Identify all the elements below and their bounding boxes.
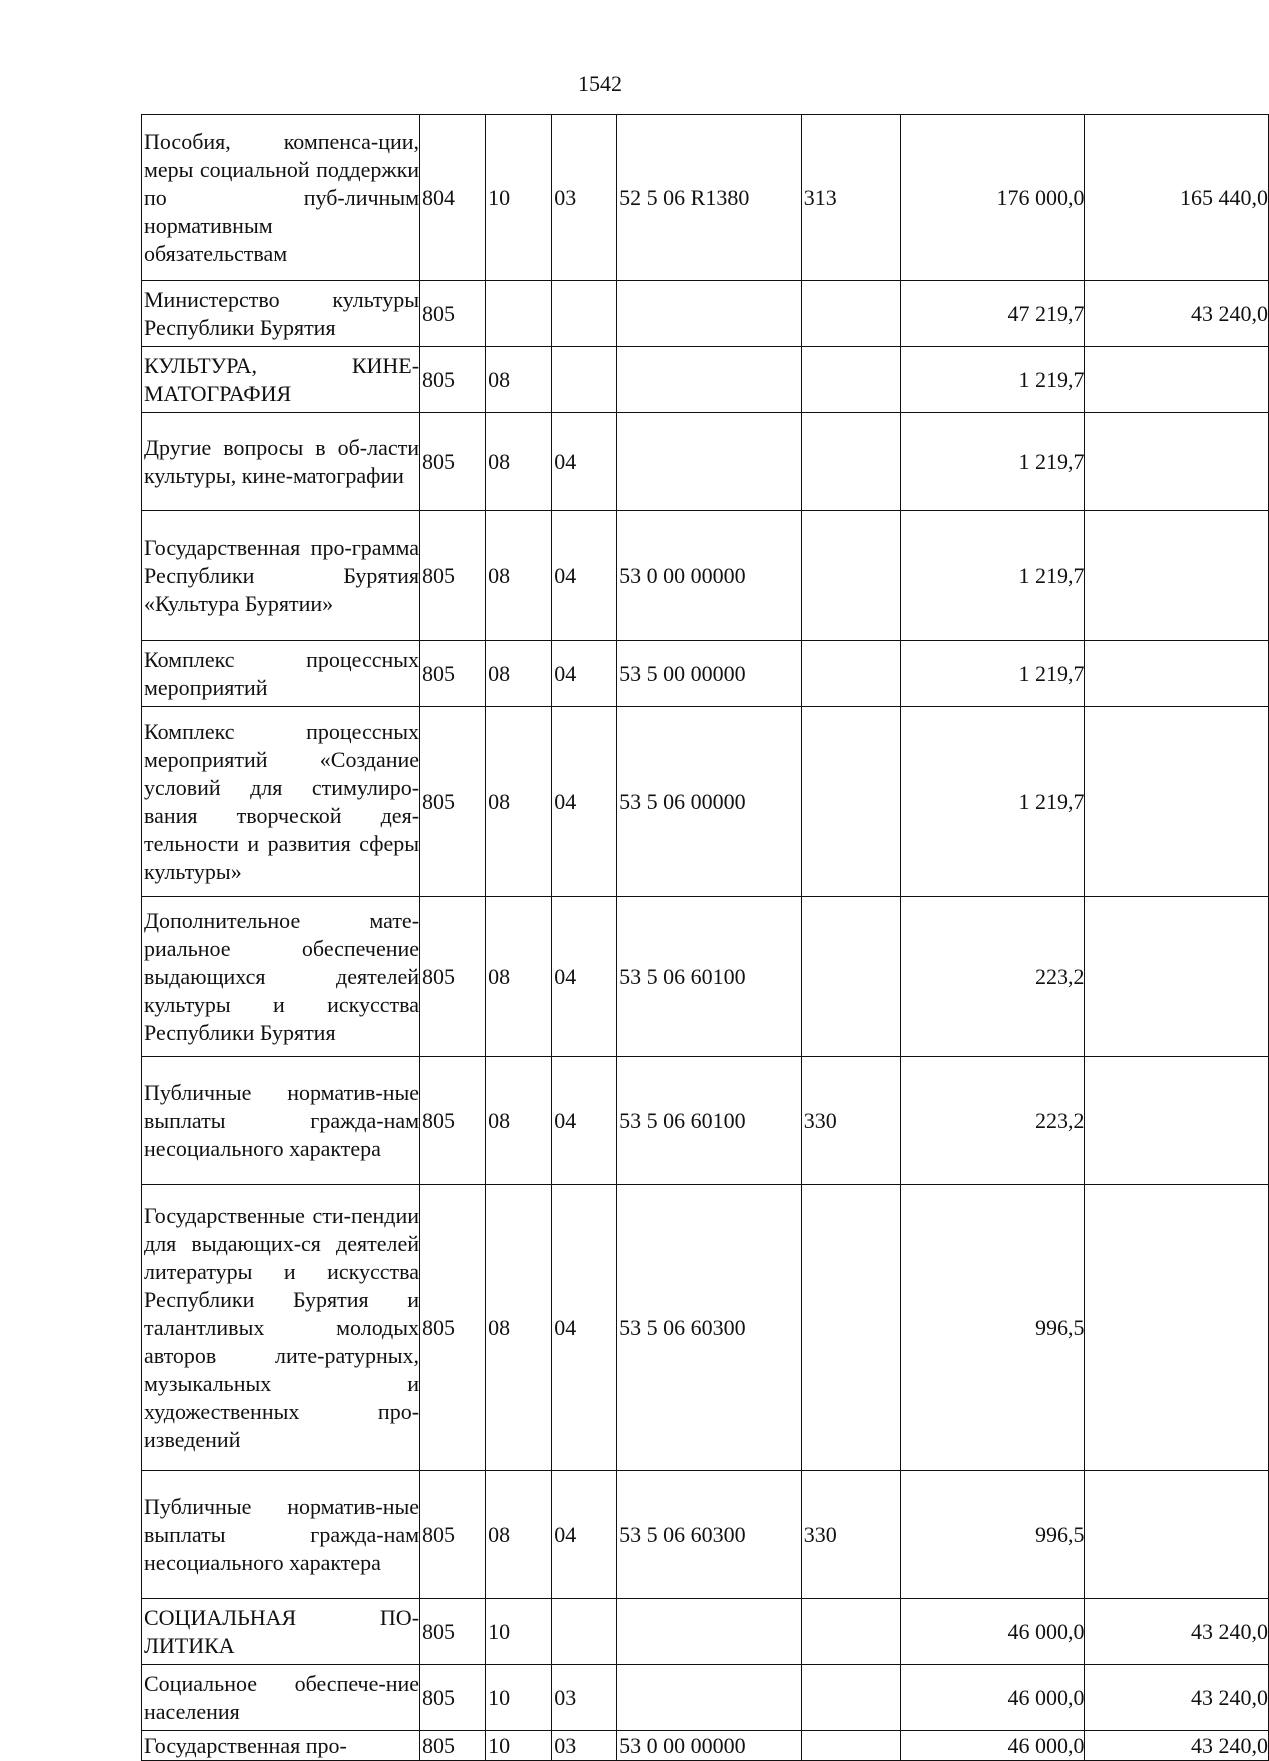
row-name: Государственная про-грамма Республики Бурятия «Культура Бурятии» [142,511,420,641]
vr-code [801,1599,900,1665]
row-name: Дополнительное мате-риальное обеспечение выдающихся деятелей культуры и искусства Республики Бурятия [142,897,420,1057]
rz-code: 08 [486,641,552,707]
csr-code [617,347,802,413]
ved-code: 805 [420,1185,486,1471]
csr-code: 53 5 06 00000 [617,707,802,897]
vr-code [801,641,900,707]
table-row [142,347,1269,413]
ved-code: 805 [420,1471,486,1599]
vr-code [801,347,900,413]
ved-code: 805 [420,641,486,707]
rz-code: 10 [486,1731,552,1761]
rz-code: 10 [486,115,552,281]
pr-code: 04 [552,641,617,707]
vr-code: 330 [801,1057,900,1185]
sum-year-2 [1085,1185,1269,1471]
csr-code: 53 5 00 00000 [617,641,802,707]
vr-code [801,1185,900,1471]
table-row [142,641,1269,707]
row-name: Публичные норматив-ные выплаты гражда-нам несоциального характера [142,1057,420,1185]
pr-code: 03 [552,115,617,281]
pr-code [552,281,617,347]
rz-code: 08 [486,511,552,641]
vr-code [801,1731,900,1761]
rz-code [486,281,552,347]
table-row [142,1599,1269,1665]
table-row [142,1185,1269,1471]
budget-table [141,114,1269,1761]
ved-code: 805 [420,511,486,641]
row-name: Комплекс процессных мероприятий [142,641,420,707]
vr-code: 330 [801,1471,900,1599]
csr-code [617,1599,802,1665]
sum-year-1: 1 219,7 [900,641,1085,707]
csr-code: 53 5 06 60300 [617,1185,802,1471]
pr-code: 04 [552,897,617,1057]
csr-code [617,1665,802,1731]
table-row [142,511,1269,641]
sum-year-1: 1 219,7 [900,511,1085,641]
ved-code: 805 [420,1057,486,1185]
rz-code: 10 [486,1665,552,1731]
table-row [142,115,1269,281]
sum-year-2: 43 240,0 [1085,1665,1269,1731]
table-row [142,1471,1269,1599]
csr-code: 53 5 06 60100 [617,897,802,1057]
ved-code: 805 [420,413,486,511]
sum-year-1: 1 219,7 [900,413,1085,511]
sum-year-2 [1085,347,1269,413]
sum-year-1: 46 000,0 [900,1731,1085,1761]
sum-year-1: 223,2 [900,897,1085,1057]
vr-code [801,897,900,1057]
sum-year-1: 1 219,7 [900,707,1085,897]
pr-code: 03 [552,1665,617,1731]
row-name: Государственные сти-пендии для выдающих-ся деятелей литературы и искусства Республики Бурятия и талантливых молодых авторов лите-ратурных, музыкальных и художественных про-изведений [142,1185,420,1471]
csr-code: 53 0 00 00000 [617,511,802,641]
row-name: Государственная про- [142,1731,420,1761]
sum-year-2 [1085,1471,1269,1599]
row-name: Министерство культуры Республики Бурятия [142,281,420,347]
row-name: Комплекс процессных мероприятий «Создание условий для стимулиро-вания творческой дея-тельности и развития сферы культуры» [142,707,420,897]
row-name: Другие вопросы в об-ласти культуры, кине-матографии [142,413,420,511]
pr-code: 04 [552,511,617,641]
rz-code: 08 [486,1057,552,1185]
sum-year-1: 47 219,7 [900,281,1085,347]
table-row [142,1731,1269,1761]
pr-code: 04 [552,707,617,897]
sum-year-2: 165 440,0 [1085,115,1269,281]
ved-code: 805 [420,897,486,1057]
table-row [142,897,1269,1057]
pr-code [552,1599,617,1665]
sum-year-2: 43 240,0 [1085,281,1269,347]
table-row [142,707,1269,897]
row-name: Социальное обеспече-ние населения [142,1665,420,1731]
pr-code [552,347,617,413]
sum-year-2 [1085,511,1269,641]
rz-code: 08 [486,1471,552,1599]
sum-year-1: 996,5 [900,1185,1085,1471]
vr-code [801,413,900,511]
sum-year-1: 46 000,0 [900,1665,1085,1731]
sum-year-1: 1 219,7 [900,347,1085,413]
table-row [142,413,1269,511]
ved-code: 805 [420,1599,486,1665]
vr-code: 313 [801,115,900,281]
pr-code: 04 [552,1057,617,1185]
rz-code: 08 [486,707,552,897]
csr-code [617,281,802,347]
sum-year-1: 223,2 [900,1057,1085,1185]
row-name: Пособия, компенса-ции, меры социальной поддержки по пуб-личным нормативным обязательствам [142,115,420,281]
pr-code: 03 [552,1731,617,1761]
sum-year-2 [1085,641,1269,707]
pr-code: 04 [552,1185,617,1471]
sum-year-2 [1085,897,1269,1057]
row-name: СОЦИАЛЬНАЯ ПО-ЛИТИКА [142,1599,420,1665]
vr-code [801,511,900,641]
ved-code: 804 [420,115,486,281]
ved-code: 805 [420,281,486,347]
rz-code: 10 [486,1599,552,1665]
table-row [142,281,1269,347]
csr-code: 53 5 06 60300 [617,1471,802,1599]
csr-code: 53 5 06 60100 [617,1057,802,1185]
rz-code: 08 [486,897,552,1057]
table-row [142,1057,1269,1185]
sum-year-1: 176 000,0 [900,115,1085,281]
sum-year-1: 996,5 [900,1471,1085,1599]
pr-code: 04 [552,413,617,511]
ved-code: 805 [420,1665,486,1731]
table-row [142,1665,1269,1731]
rz-code: 08 [486,413,552,511]
sum-year-2: 43 240,0 [1085,1731,1269,1761]
ved-code: 805 [420,347,486,413]
pr-code: 04 [552,1471,617,1599]
sum-year-2: 43 240,0 [1085,1599,1269,1665]
ved-code: 805 [420,707,486,897]
sum-year-1: 46 000,0 [900,1599,1085,1665]
sum-year-2 [1085,1057,1269,1185]
vr-code [801,1665,900,1731]
rz-code: 08 [486,1185,552,1471]
vr-code [801,707,900,897]
row-name: КУЛЬТУРА, КИНЕ-МАТОГРАФИЯ [142,347,420,413]
csr-code: 52 5 06 R1380 [617,115,802,281]
csr-code: 53 0 00 00000 [617,1731,802,1761]
csr-code [617,413,802,511]
vr-code [801,281,900,347]
sum-year-2 [1085,707,1269,897]
row-name: Публичные норматив-ные выплаты гражда-нам несоциального характера [142,1471,420,1599]
page-number: 1542 [578,71,622,96]
rz-code: 08 [486,347,552,413]
ved-code: 805 [420,1731,486,1761]
sum-year-2 [1085,413,1269,511]
